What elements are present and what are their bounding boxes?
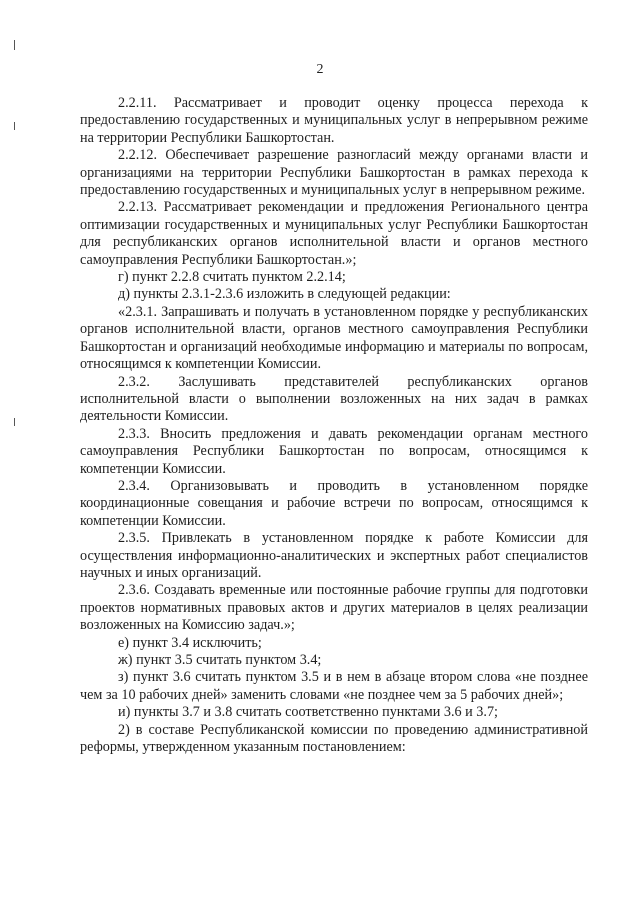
paragraph: «2.3.1. Запрашивать и получать в установленном порядке у республиканских органов исполнительной власти, органов местного самоуправления Республики Башкортостан и организаций необходимые информацию и материалы по вопросам, относящимся к компетенции Комиссии.: [80, 303, 588, 373]
paragraph: 2.2.11. Рассматривает и проводит оценку процесса перехода к предоставлению государственных и муниципальных услуг в непрерывном режиме на территории Республики Башкортостан.: [80, 95, 588, 146]
margin-mark: [14, 40, 15, 50]
paragraph: 2.3.6. Создавать временные или постоянные рабочие группы для подготовки проектов нормативных правовых актов и других материалов в целях реализации возложенных на Комиссию задач.»;: [80, 582, 588, 634]
list-item: д) пункты 2.3.1-2.3.6 изложить в следующей редакции:: [118, 286, 451, 303]
margin-mark: [14, 122, 15, 130]
paragraph: 2.2.12. Обеспечивает разрешение разногласий между органами власти и организациями на территории Республики Башкортостан в рамках перехода к предоставлению государственных и муниципальных услуг в непрерывном режиме.: [80, 147, 588, 199]
list-item: з) пункт 3.6 считать пунктом 3.5 и в нем в абзаце втором слова «не позднее чем за 10 рабочих дней» заменить словами «не позднее чем за 5 рабочих дней»;: [80, 669, 588, 703]
list-item: е) пункт 3.4 исключить;: [118, 634, 262, 651]
paragraph: 2.3.4. Организовывать и проводить в установленном порядке координационные совещания и рабочие встречи по вопросам, относящимся к компетенции Комиссии.: [80, 477, 588, 529]
margin-mark: [14, 418, 15, 426]
list-item: г) пункт 2.2.8 считать пунктом 2.2.14;: [118, 269, 346, 286]
paragraph: 2.2.13. Рассматривает рекомендации и предложения Регионального центра оптимизации государственных и муниципальных услуг Республики Башкортостан для республиканских органов исполнительной власти и органов местного самоуправления Республики Башкортостан.»;: [80, 199, 588, 268]
document-body: [80, 95, 588, 756]
paragraph: 2.3.3. Вносить предложения и давать рекомендации органам местного самоуправления Республики Башкортостан по вопросам, относящимся к компетенции Комиссии.: [80, 425, 588, 477]
page-number: 2: [316, 62, 324, 77]
list-item: и) пункты 3.7 и 3.8 считать соответственно пунктами 3.6 и 3.7;: [118, 704, 498, 721]
list-item: ж) пункт 3.5 считать пунктом 3.4;: [118, 652, 322, 668]
paragraph: 2.3.5. Привлекать в установленном порядке к работе Комиссии для осуществления информационно-аналитических и экспертных работ специалистов научных и иных организаций.: [80, 530, 588, 581]
paragraph: 2.3.2. Заслушивать представителей республиканских органов исполнительной власти о выполнении возложенных на них задач в рамках деятельности Комиссии.: [80, 373, 588, 425]
list-item: 2) в составе Республиканской комиссии по проведению административной реформы, утвержденном указанным постановлением:: [80, 721, 588, 756]
